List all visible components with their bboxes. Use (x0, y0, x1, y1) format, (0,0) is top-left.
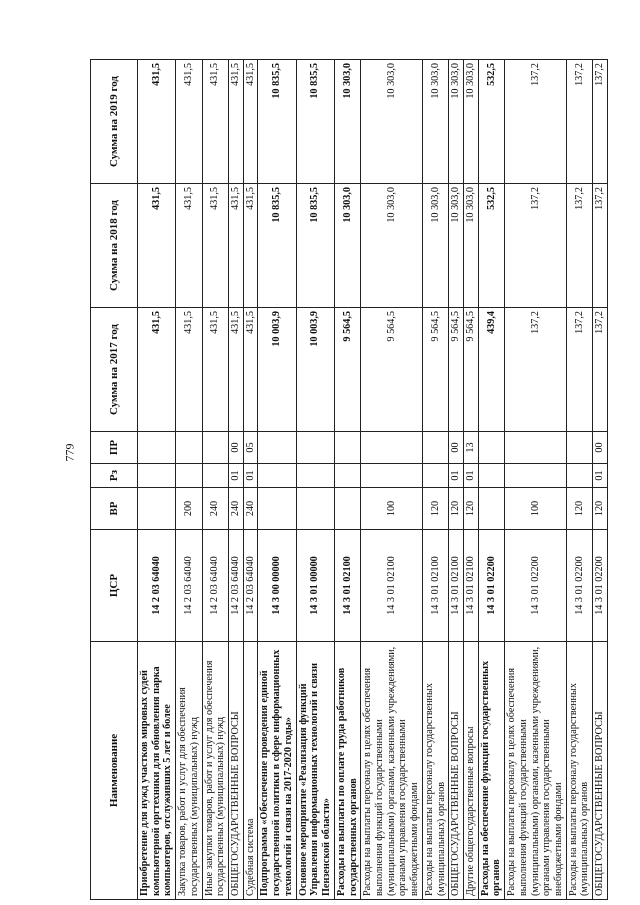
table-row (422, 60, 448, 900)
row-pr-cell (138, 432, 176, 464)
header-vr: ВР (91, 488, 138, 530)
row-sum-2017-cell: 439,4 (478, 308, 504, 432)
row-sum-2018-cell: 137,2 (593, 184, 608, 308)
row-name-cell: Другие общегосударственные вопросы (463, 642, 478, 900)
row-sum-2017-cell: 431,5 (202, 308, 228, 432)
row-name-cell: ОБЩЕГОСУДАРСТВЕННЫЕ ВОПРОСЫ (229, 642, 244, 900)
row-sum-2017-cell: 431,5 (229, 308, 244, 432)
row-sum-2019-cell: 10 835,5 (296, 60, 334, 184)
page-number-text: 779 (62, 443, 77, 462)
header-sum-2017: Сумма на 2017 год (91, 308, 138, 432)
header-rz: Рз (91, 464, 138, 488)
row-sum-2019-cell: 431,5 (229, 60, 244, 184)
row-name-cell: Расходы на выплаты персоналу в целях обеспечения выполнения функций государственными (муниципальными) органами, казенными учреждениями, органами управления государственными внебюджетными фондами (361, 642, 423, 900)
row-sum-2018-cell: 10 303,0 (361, 184, 423, 308)
row-rz-cell: 01 (229, 464, 244, 488)
table-row (138, 60, 176, 900)
header-pr: ПР (91, 432, 138, 464)
row-rz-cell (138, 464, 176, 488)
row-name-cell: Расходы на выплаты по оплате труда работников государственных органов (334, 642, 360, 900)
row-name-cell: Иные закупки товаров, работ и услуг для обеспечения государственных (муниципальных) нужд (202, 642, 228, 900)
row-vr-cell: 200 (176, 488, 202, 530)
row-sum-2018-cell: 431,5 (138, 184, 176, 308)
row-rz-cell (422, 464, 448, 488)
row-pr-cell: 13 (463, 432, 478, 464)
row-csr-cell: 14 3 01 00000 (296, 530, 334, 642)
row-rz-cell (296, 464, 334, 488)
row-name-cell: Закупка товаров, работ и услуг для обеспечения государственных (муниципальных) нужд (176, 642, 202, 900)
row-pr-cell: 00 (449, 432, 464, 464)
row-csr-cell: 14 3 01 02200 (478, 530, 504, 642)
row-rz-cell (361, 464, 423, 488)
row-sum-2018-cell: 10 303,0 (449, 184, 464, 308)
page-number (60, 10, 80, 895)
row-rz-cell (566, 464, 592, 488)
row-sum-2019-cell: 10 303,0 (361, 60, 423, 184)
row-name-cell: Расходы на обеспечение функций государственных органов (478, 642, 504, 900)
row-sum-2018-cell: 10 303,0 (463, 184, 478, 308)
row-csr-cell: 14 2 03 64040 (229, 530, 244, 642)
row-sum-2017-cell: 431,5 (243, 308, 258, 432)
row-pr-cell (176, 432, 202, 464)
row-sum-2018-cell: 10 835,5 (258, 184, 296, 308)
header-csr: ЦСР (91, 530, 138, 642)
row-vr-cell (478, 488, 504, 530)
row-sum-2019-cell: 431,5 (243, 60, 258, 184)
row-sum-2018-cell: 431,5 (243, 184, 258, 308)
row-csr-cell: 14 3 01 02100 (422, 530, 448, 642)
row-vr-cell: 240 (229, 488, 244, 530)
row-sum-2017-cell: 10 003,9 (258, 308, 296, 432)
row-sum-2018-cell: 431,5 (229, 184, 244, 308)
row-name-cell: Расходы на выплаты персоналу в целях обеспечения выполнения функций государственными (муниципальными) органами, казенными учреждениями, органами управления государственными внебюджетными фондами (505, 642, 567, 900)
row-sum-2019-cell: 10 303,0 (449, 60, 464, 184)
row-csr-cell: 14 3 01 02200 (593, 530, 608, 642)
row-vr-cell (138, 488, 176, 530)
row-sum-2018-cell: 137,2 (505, 184, 567, 308)
row-rz-cell (478, 464, 504, 488)
row-sum-2017-cell: 431,5 (176, 308, 202, 432)
table-row (176, 60, 202, 900)
row-rz-cell (334, 464, 360, 488)
row-sum-2018-cell: 10 303,0 (334, 184, 360, 308)
row-csr-cell: 14 2 03 64040 (176, 530, 202, 642)
row-sum-2019-cell: 431,5 (176, 60, 202, 184)
row-csr-cell: 14 2 03 64040 (138, 530, 176, 642)
rotated-page-content (90, 60, 606, 900)
row-pr-cell (505, 432, 567, 464)
table-row (478, 60, 504, 900)
row-vr-cell (296, 488, 334, 530)
row-sum-2017-cell: 9 564,5 (463, 308, 478, 432)
row-pr-cell (361, 432, 423, 464)
header-sum-2018: Сумма на 2018 год (91, 184, 138, 308)
row-pr-cell (422, 432, 448, 464)
budget-table (90, 59, 608, 900)
row-name-cell: Основное мероприятие «Реализация функций Управления информационных технологий и связи Пензенской области» (296, 642, 334, 900)
row-rz-cell: 01 (463, 464, 478, 488)
row-csr-cell: 14 3 01 02100 (334, 530, 360, 642)
row-sum-2019-cell: 431,5 (138, 60, 176, 184)
row-pr-cell (334, 432, 360, 464)
row-sum-2018-cell: 431,5 (176, 184, 202, 308)
table-row (593, 60, 608, 900)
row-name-cell: ОБЩЕГОСУДАРСТВЕННЫЕ ВОПРОСЫ (593, 642, 608, 900)
row-csr-cell: 14 2 03 64040 (202, 530, 228, 642)
row-sum-2018-cell: 532,5 (478, 184, 504, 308)
row-rz-cell (258, 464, 296, 488)
row-vr-cell (258, 488, 296, 530)
header-name: Наименование (91, 642, 138, 900)
row-name-cell: Приобретение для нужд участков мировых судей компьютерной оргтехники для обновления парка компьютеров, отслуживших 5 лет и более (138, 642, 176, 900)
row-csr-cell: 14 3 00 00000 (258, 530, 296, 642)
row-name-cell: Расходы на выплаты персоналу государственных (муниципальных) органов (566, 642, 592, 900)
row-sum-2017-cell: 9 564,5 (334, 308, 360, 432)
row-csr-cell: 14 2 03 64040 (243, 530, 258, 642)
row-vr-cell: 120 (463, 488, 478, 530)
row-sum-2019-cell: 10 835,5 (258, 60, 296, 184)
row-sum-2019-cell: 137,2 (566, 60, 592, 184)
row-sum-2018-cell: 137,2 (566, 184, 592, 308)
table-row (449, 60, 464, 900)
row-sum-2017-cell: 431,5 (138, 308, 176, 432)
table-header-row (91, 60, 138, 900)
row-sum-2017-cell: 137,2 (566, 308, 592, 432)
row-sum-2017-cell: 10 003,9 (296, 308, 334, 432)
row-name-cell: Расходы на выплаты персоналу государственных (муниципальных) органов (422, 642, 448, 900)
row-name-cell: Подпрограмма «Обеспечение проведения единой государственной политики в сфере информационных технологий и связи на 2017-2020 годы» (258, 642, 296, 900)
header-sum-2019: Сумма на 2019 год (91, 60, 138, 184)
row-sum-2019-cell: 137,2 (505, 60, 567, 184)
table-row (334, 60, 360, 900)
table-row (505, 60, 567, 900)
row-name-cell: Судебная система (243, 642, 258, 900)
row-sum-2019-cell: 10 303,0 (334, 60, 360, 184)
table-body (138, 60, 608, 900)
row-pr-cell (566, 432, 592, 464)
row-rz-cell: 01 (449, 464, 464, 488)
row-csr-cell: 14 3 01 02100 (463, 530, 478, 642)
row-pr-cell (478, 432, 504, 464)
row-sum-2019-cell: 431,5 (202, 60, 228, 184)
row-sum-2017-cell: 9 564,5 (449, 308, 464, 432)
row-csr-cell: 14 3 01 02100 (361, 530, 423, 642)
table-row (202, 60, 228, 900)
row-rz-cell (505, 464, 567, 488)
table-row (566, 60, 592, 900)
row-sum-2017-cell: 137,2 (593, 308, 608, 432)
row-sum-2019-cell: 10 303,0 (463, 60, 478, 184)
row-pr-cell (258, 432, 296, 464)
row-pr-cell: 00 (229, 432, 244, 464)
row-csr-cell: 14 3 01 02200 (566, 530, 592, 642)
row-vr-cell: 100 (361, 488, 423, 530)
row-sum-2019-cell: 137,2 (593, 60, 608, 184)
row-csr-cell: 14 3 01 02200 (505, 530, 567, 642)
table-row (258, 60, 296, 900)
row-name-cell: ОБЩЕГОСУДАРСТВЕННЫЕ ВОПРОСЫ (449, 642, 464, 900)
row-vr-cell (334, 488, 360, 530)
row-vr-cell: 240 (243, 488, 258, 530)
row-pr-cell: 05 (243, 432, 258, 464)
row-sum-2018-cell: 10 835,5 (296, 184, 334, 308)
row-vr-cell: 120 (593, 488, 608, 530)
row-sum-2017-cell: 9 564,5 (422, 308, 448, 432)
row-sum-2018-cell: 10 303,0 (422, 184, 448, 308)
table-row (361, 60, 423, 900)
row-sum-2018-cell: 431,5 (202, 184, 228, 308)
table-row (243, 60, 258, 900)
table-row (296, 60, 334, 900)
row-pr-cell: 00 (593, 432, 608, 464)
row-pr-cell (202, 432, 228, 464)
row-vr-cell: 120 (449, 488, 464, 530)
row-rz-cell (202, 464, 228, 488)
row-sum-2019-cell: 10 303,0 (422, 60, 448, 184)
row-vr-cell: 120 (422, 488, 448, 530)
table-row (229, 60, 244, 900)
row-sum-2017-cell: 9 564,5 (361, 308, 423, 432)
row-vr-cell: 120 (566, 488, 592, 530)
row-rz-cell: 01 (593, 464, 608, 488)
table-row (463, 60, 478, 900)
row-rz-cell (176, 464, 202, 488)
row-vr-cell: 100 (505, 488, 567, 530)
row-csr-cell: 14 3 01 02100 (449, 530, 464, 642)
row-pr-cell (296, 432, 334, 464)
row-sum-2017-cell: 137,2 (505, 308, 567, 432)
row-vr-cell: 240 (202, 488, 228, 530)
row-sum-2019-cell: 532,5 (478, 60, 504, 184)
row-rz-cell: 01 (243, 464, 258, 488)
